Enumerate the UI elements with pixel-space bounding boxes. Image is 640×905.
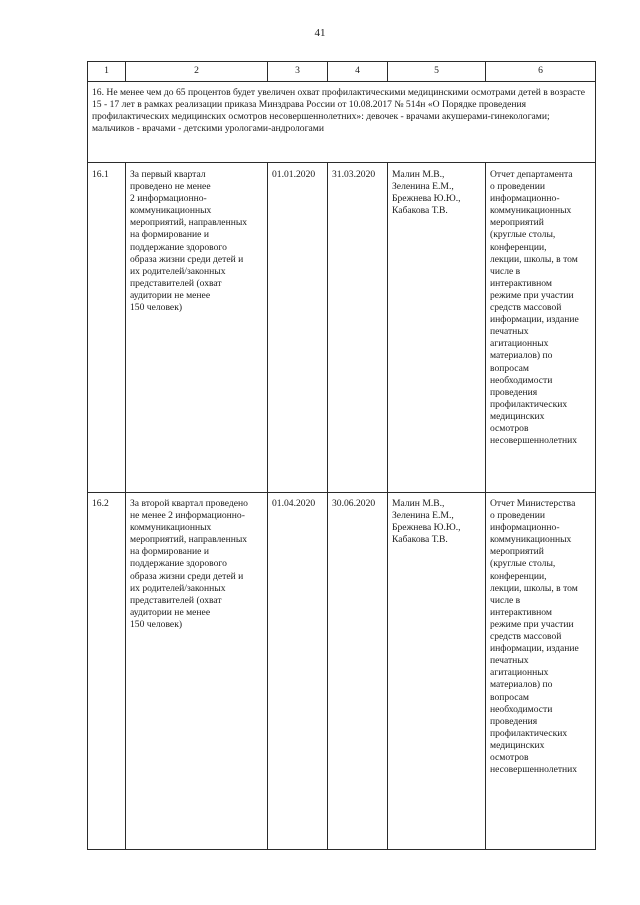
row-number: 16.1 bbox=[88, 163, 126, 493]
activity-description: За первый квартал проведено не менее 2 информационно- коммуникационных мероприятий, направленных на формирование и поддержание здорового образа жизни среди детей и их родителей/законных представителей (охват аудитории не менее 150 человек) bbox=[126, 163, 268, 493]
column-number-3: 3 bbox=[268, 62, 328, 82]
column-number-row bbox=[88, 62, 596, 82]
result-description: Отчет Министерства о проведении информационно- коммуникационных мероприятий (круглые столы, конференции, лекции, школы, в том числе в интерактивном режиме при участии средств массовой информации, издание печатных агитационных материалов) по вопросам необходимости проведения профилактических медицинских осмотров несовершеннолетних bbox=[486, 493, 596, 850]
responsible-persons: Малин М.В., Зеленина Е.М., Брежнева Ю.Ю., Кабакова Т.В. bbox=[388, 163, 486, 493]
column-number-6: 6 bbox=[486, 62, 596, 82]
section-row bbox=[88, 82, 596, 163]
column-number-5: 5 bbox=[388, 62, 486, 82]
column-number-4: 4 bbox=[328, 62, 388, 82]
activity-description: За второй квартал проведено не менее 2 информационно- коммуникационных мероприятий, направленных на формирование и поддержание здорового образа жизни среди детей и их родителей/законных представителей (охват аудитории не менее 150 человек) bbox=[126, 493, 268, 850]
start-date: 01.04.2020 bbox=[268, 493, 328, 850]
result-description: Отчет департамента о проведении информационно- коммуникационных мероприятий (круглые столы, конференции, лекции, школы, в том числе в интерактивном режиме при участии средств массовой информации, издание печатных агитационных материалов) по вопросам необходимости проведения профилактических медицинских осмотров несовершеннолетних bbox=[486, 163, 596, 493]
table-row bbox=[88, 493, 596, 850]
column-number-2: 2 bbox=[126, 62, 268, 82]
start-date: 01.01.2020 bbox=[268, 163, 328, 493]
end-date: 31.03.2020 bbox=[328, 163, 388, 493]
section-heading: 16. Не менее чем до 65 процентов будет увеличен охват профилактическими медицинскими осмотрами детей в возрасте 15 - 17 лет в рамках реализации приказа Минздрава России от 10.08.2017 № 514н «О Порядке проведения профилактических медицинских осмотров несовершеннолетних»: девочек - врачами акушерами-гинекологами; мальчиков - врачами - детскими урологами-андрологами bbox=[88, 82, 596, 163]
plan-table bbox=[87, 61, 596, 850]
end-date: 30.06.2020 bbox=[328, 493, 388, 850]
responsible-persons: Малин М.В., Зеленина Е.М., Брежнева Ю.Ю., Кабакова Т.В. bbox=[388, 493, 486, 850]
column-number-1: 1 bbox=[88, 62, 126, 82]
table-row bbox=[88, 163, 596, 493]
page-number: 41 bbox=[314, 27, 326, 39]
row-number: 16.2 bbox=[88, 493, 126, 850]
